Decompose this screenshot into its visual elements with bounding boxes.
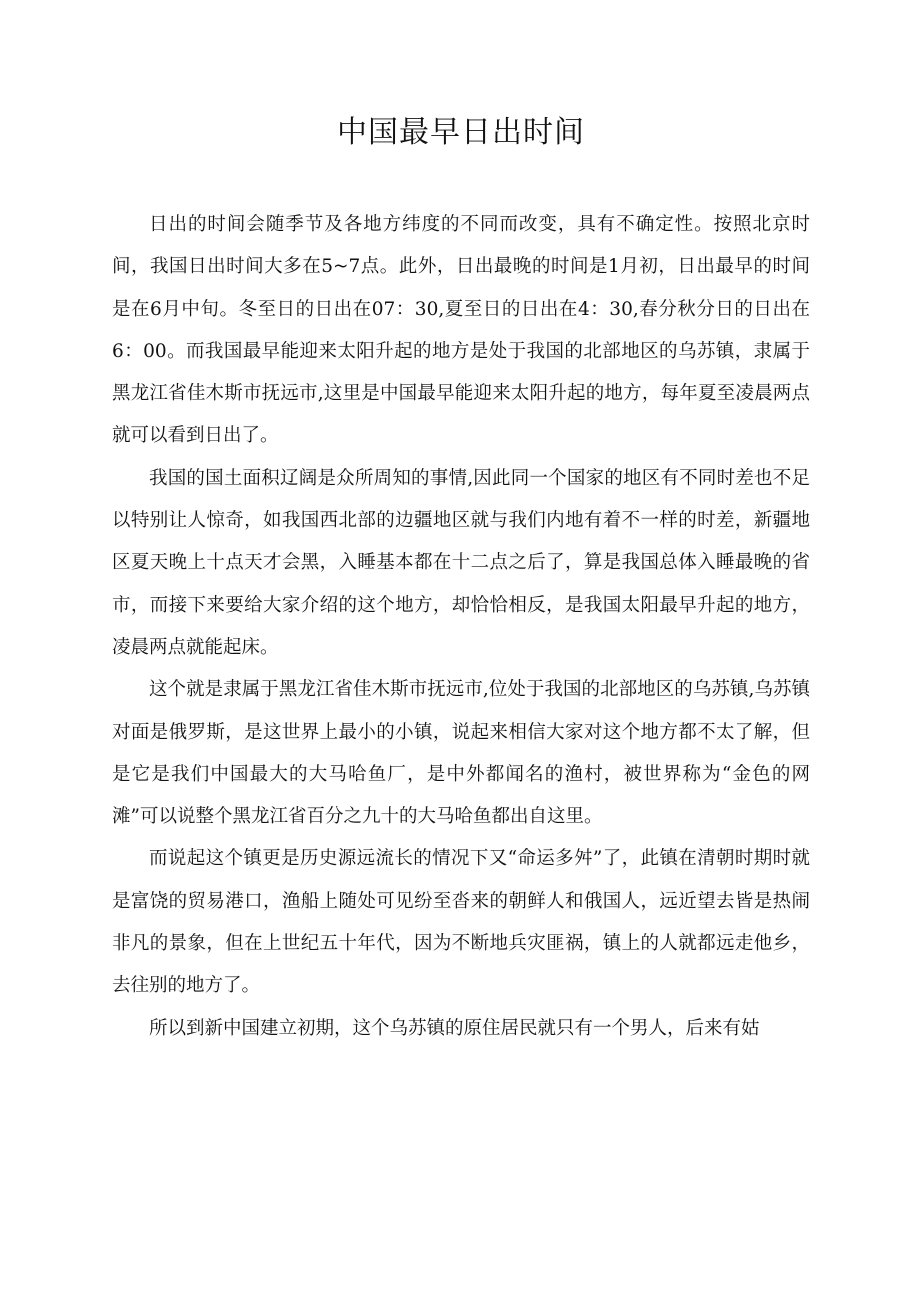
paragraph-2: 我国的国土面积辽阔是众所周知的事情,因此同一个国家的地区有不同时差也不足以特别让人惊奇，如我国西北部的边疆地区就与我们内地有着不一样的时差，新疆地区夏天晚上十点天才会黑，入睡基本都在十二点之后了，算是我国总体入睡最晚的省市，而接下来要给大家介绍的这个地方，却恰恰相反，是我国太阳最早升起的地方，凌晨两点就能起床。 (112, 467, 810, 658)
paragraph-3: 这个就是隶属于黑龙江省佳木斯市抚远市,位处于我国的北部地区的乌苏镇,乌苏镇对面是俄罗斯，是这世界上最小的小镇，说起来相信大家对这个地方都不太了解，但是它是我们中国最大的大马哈鱼厂，是中外都闻名的渔村，被世界称为“金色的网滩”可以说整个黑龙江省百分之九十的大马哈鱼都出自这里。 (112, 679, 810, 828)
paragraph-5: 所以到新中国建立初期，这个乌苏镇的原住居民就只有一个男人，后来有姑 (149, 1017, 760, 1039)
paragraph-4: 而说起这个镇更是历史源远流长的情况下又“命运多舛”了，此镇在清朝时期时就是富饶的贸易港口，渔船上随处可见纷至沓来的朝鲜人和俄国人，远近望去皆是热闹非凡的景象，但在上世纪五十年代，因为不断地兵灾匪祸，镇上的人就都远走他乡，去往别的地方了。 (112, 848, 810, 997)
paragraph-1: 日出的时间会随季节及各地方纬度的不同而改变，具有不确定性。按照北京时间，我国日出时间大多在5~7点。此外，日出最晚的时间是1月初，日出最早的时间是在6月中旬。冬至日的日出在07：30,夏至日的日出在4：30,春分秋分日的日出在6：00。而我国最早能迎来太阳升起的地方是处于我国的北部地区的乌苏镇，隶属于黑龙江省佳木斯市抚远市,这里是中国最早能迎来太阳升起的地方，每年夏至凌晨两点就可以看到日出了。 (112, 214, 810, 447)
document-body (112, 204, 810, 1050)
document-title: 中国最早日出时间 (337, 115, 585, 150)
